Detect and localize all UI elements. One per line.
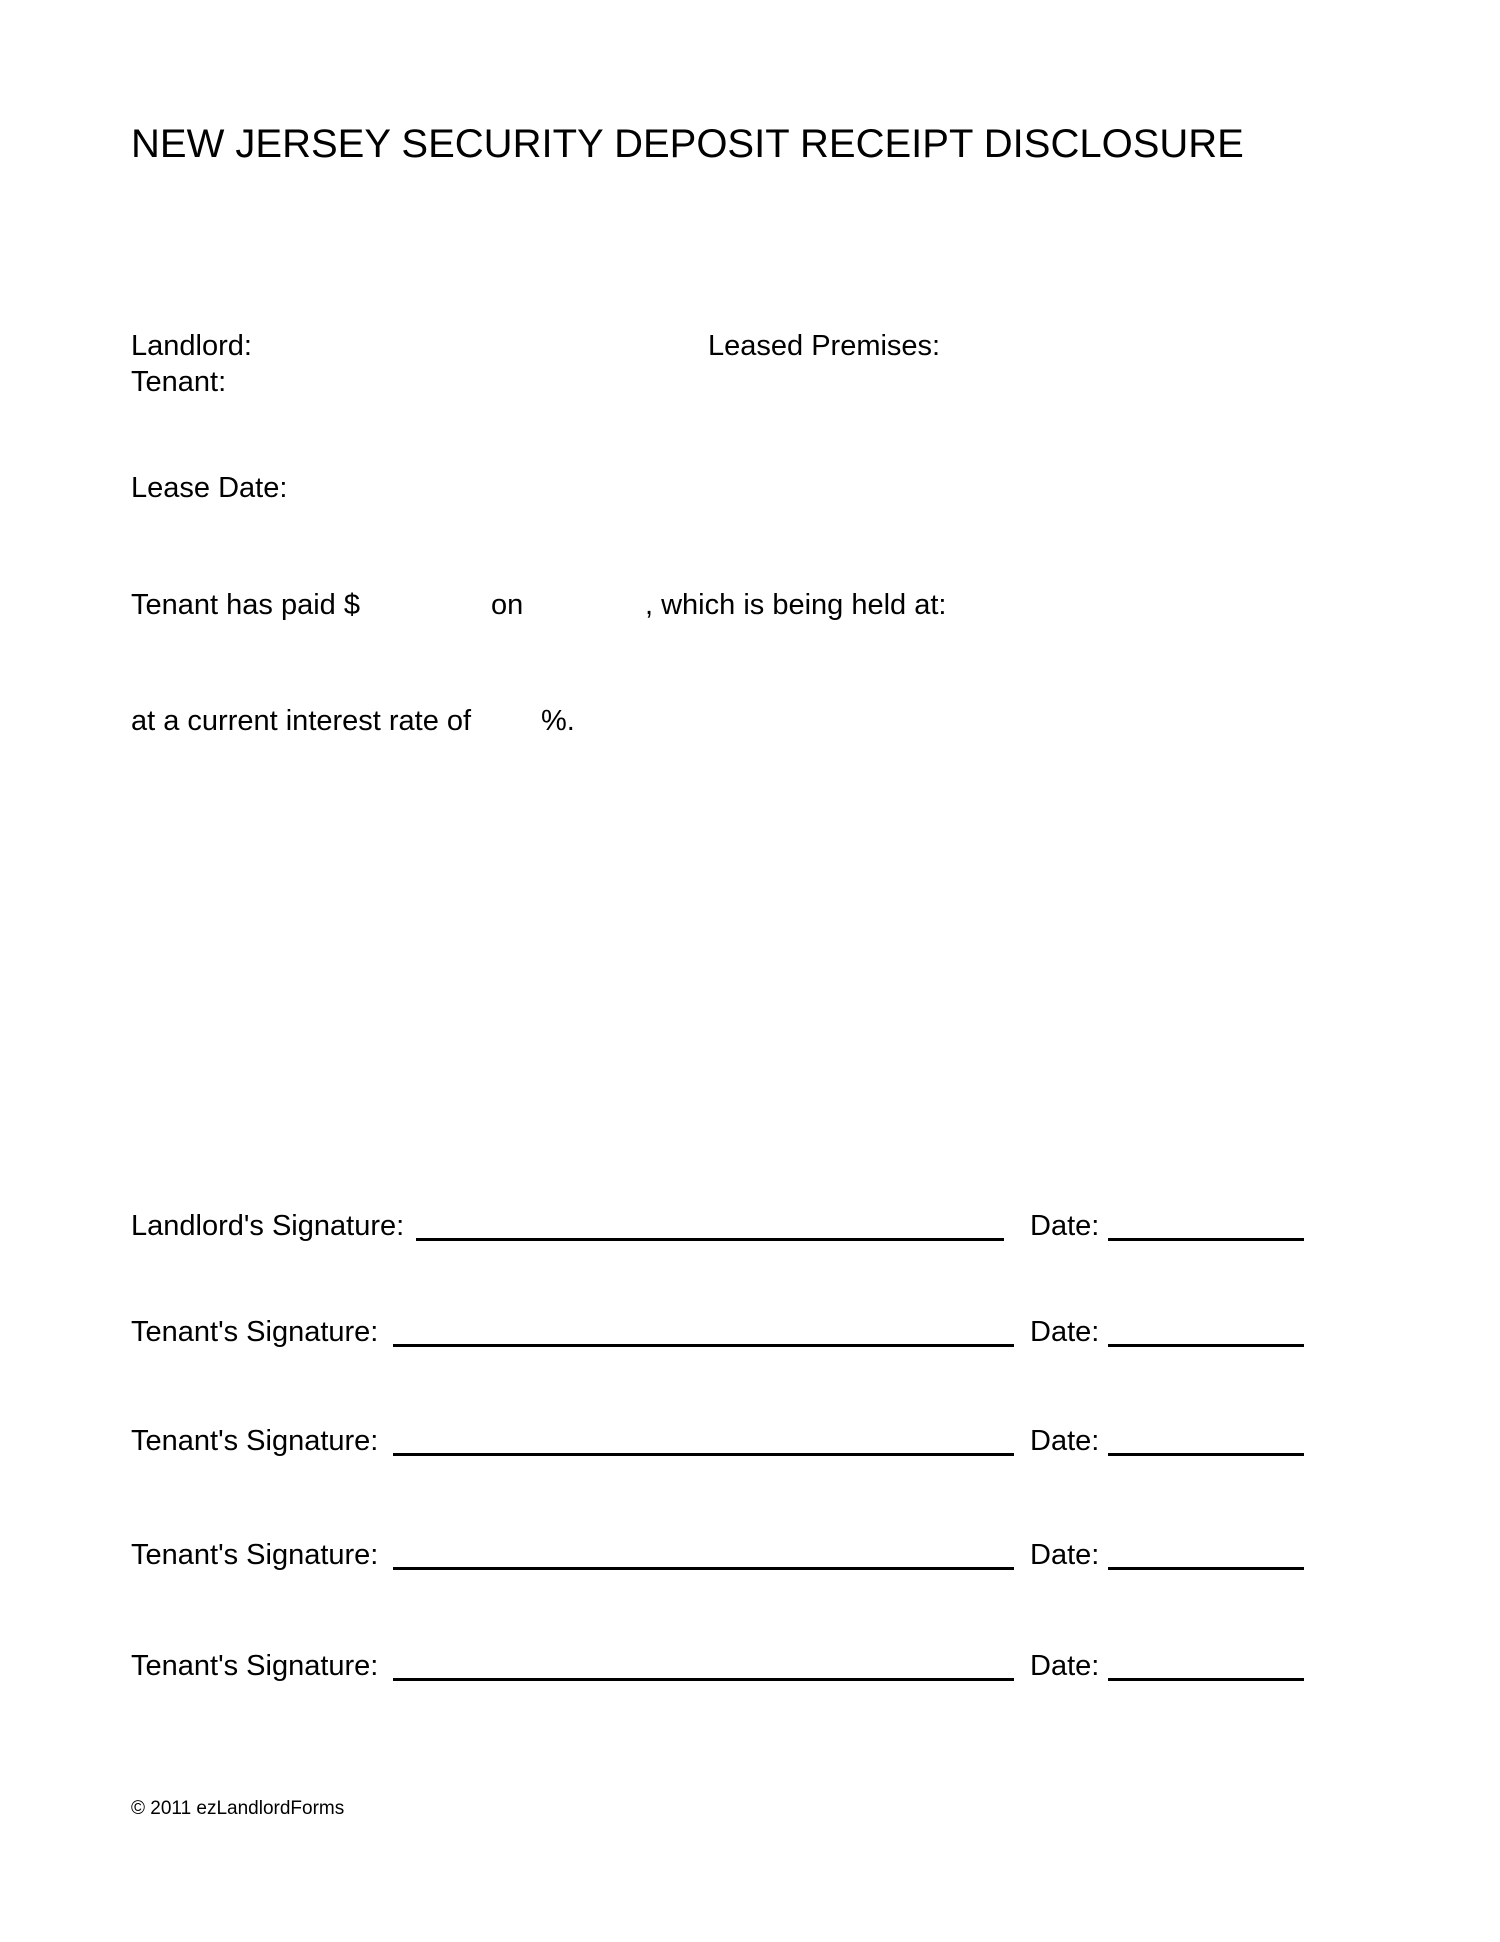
payment-date-field[interactable] (532, 589, 642, 621)
document-title: NEW JERSEY SECURITY DEPOSIT RECEIPT DISCLOSURE (131, 122, 1244, 166)
tenant-date-label: Date: (1030, 1425, 1100, 1457)
tenant-field[interactable] (240, 366, 692, 398)
landlord-signature-label: Landlord's Signature: (131, 1210, 405, 1242)
tenant-label: Tenant: (131, 366, 227, 398)
paid-prefix-text: Tenant has paid $ (131, 589, 360, 621)
tenant-date-line[interactable] (1108, 1567, 1304, 1570)
amount-field[interactable] (372, 589, 480, 621)
tenant-date-line[interactable] (1108, 1453, 1304, 1456)
copyright-footer: © 2011 ezLandlordForms (131, 1798, 345, 1819)
tenant-signature-label: Tenant's Signature: (131, 1316, 379, 1348)
tenant-date-label: Date: (1030, 1316, 1100, 1348)
held-at-text: , which is being held at: (645, 589, 947, 621)
on-text: on (491, 589, 524, 621)
tenant-signature-label: Tenant's Signature: (131, 1425, 379, 1457)
bank-field[interactable] (960, 589, 1350, 621)
tenant-signature-label: Tenant's Signature: (131, 1539, 379, 1571)
leased-premises-label: Leased Premises: (708, 330, 941, 362)
leased-premises-field[interactable] (950, 330, 1350, 362)
tenant-date-line[interactable] (1108, 1678, 1304, 1681)
landlord-field[interactable] (262, 330, 692, 362)
tenant-signature-line[interactable] (393, 1453, 1014, 1456)
tenant-signature-line[interactable] (393, 1678, 1014, 1681)
lease-date-label: Lease Date: (131, 472, 288, 504)
landlord-date-line[interactable] (1108, 1238, 1304, 1241)
tenant-date-line[interactable] (1108, 1344, 1304, 1347)
interest-suffix-text: %. (541, 705, 575, 737)
lease-date-field[interactable] (296, 472, 696, 504)
interest-prefix-text: at a current interest rate of (131, 705, 472, 737)
tenant-date-label: Date: (1030, 1650, 1100, 1682)
tenant-date-label: Date: (1030, 1539, 1100, 1571)
landlord-signature-line[interactable] (416, 1238, 1004, 1241)
tenant-signature-label: Tenant's Signature: (131, 1650, 379, 1682)
landlord-date-label: Date: (1030, 1210, 1100, 1242)
tenant-signature-line[interactable] (393, 1344, 1014, 1347)
interest-rate-field[interactable] (482, 705, 534, 737)
tenant-signature-line[interactable] (393, 1567, 1014, 1570)
landlord-label: Landlord: (131, 330, 252, 362)
